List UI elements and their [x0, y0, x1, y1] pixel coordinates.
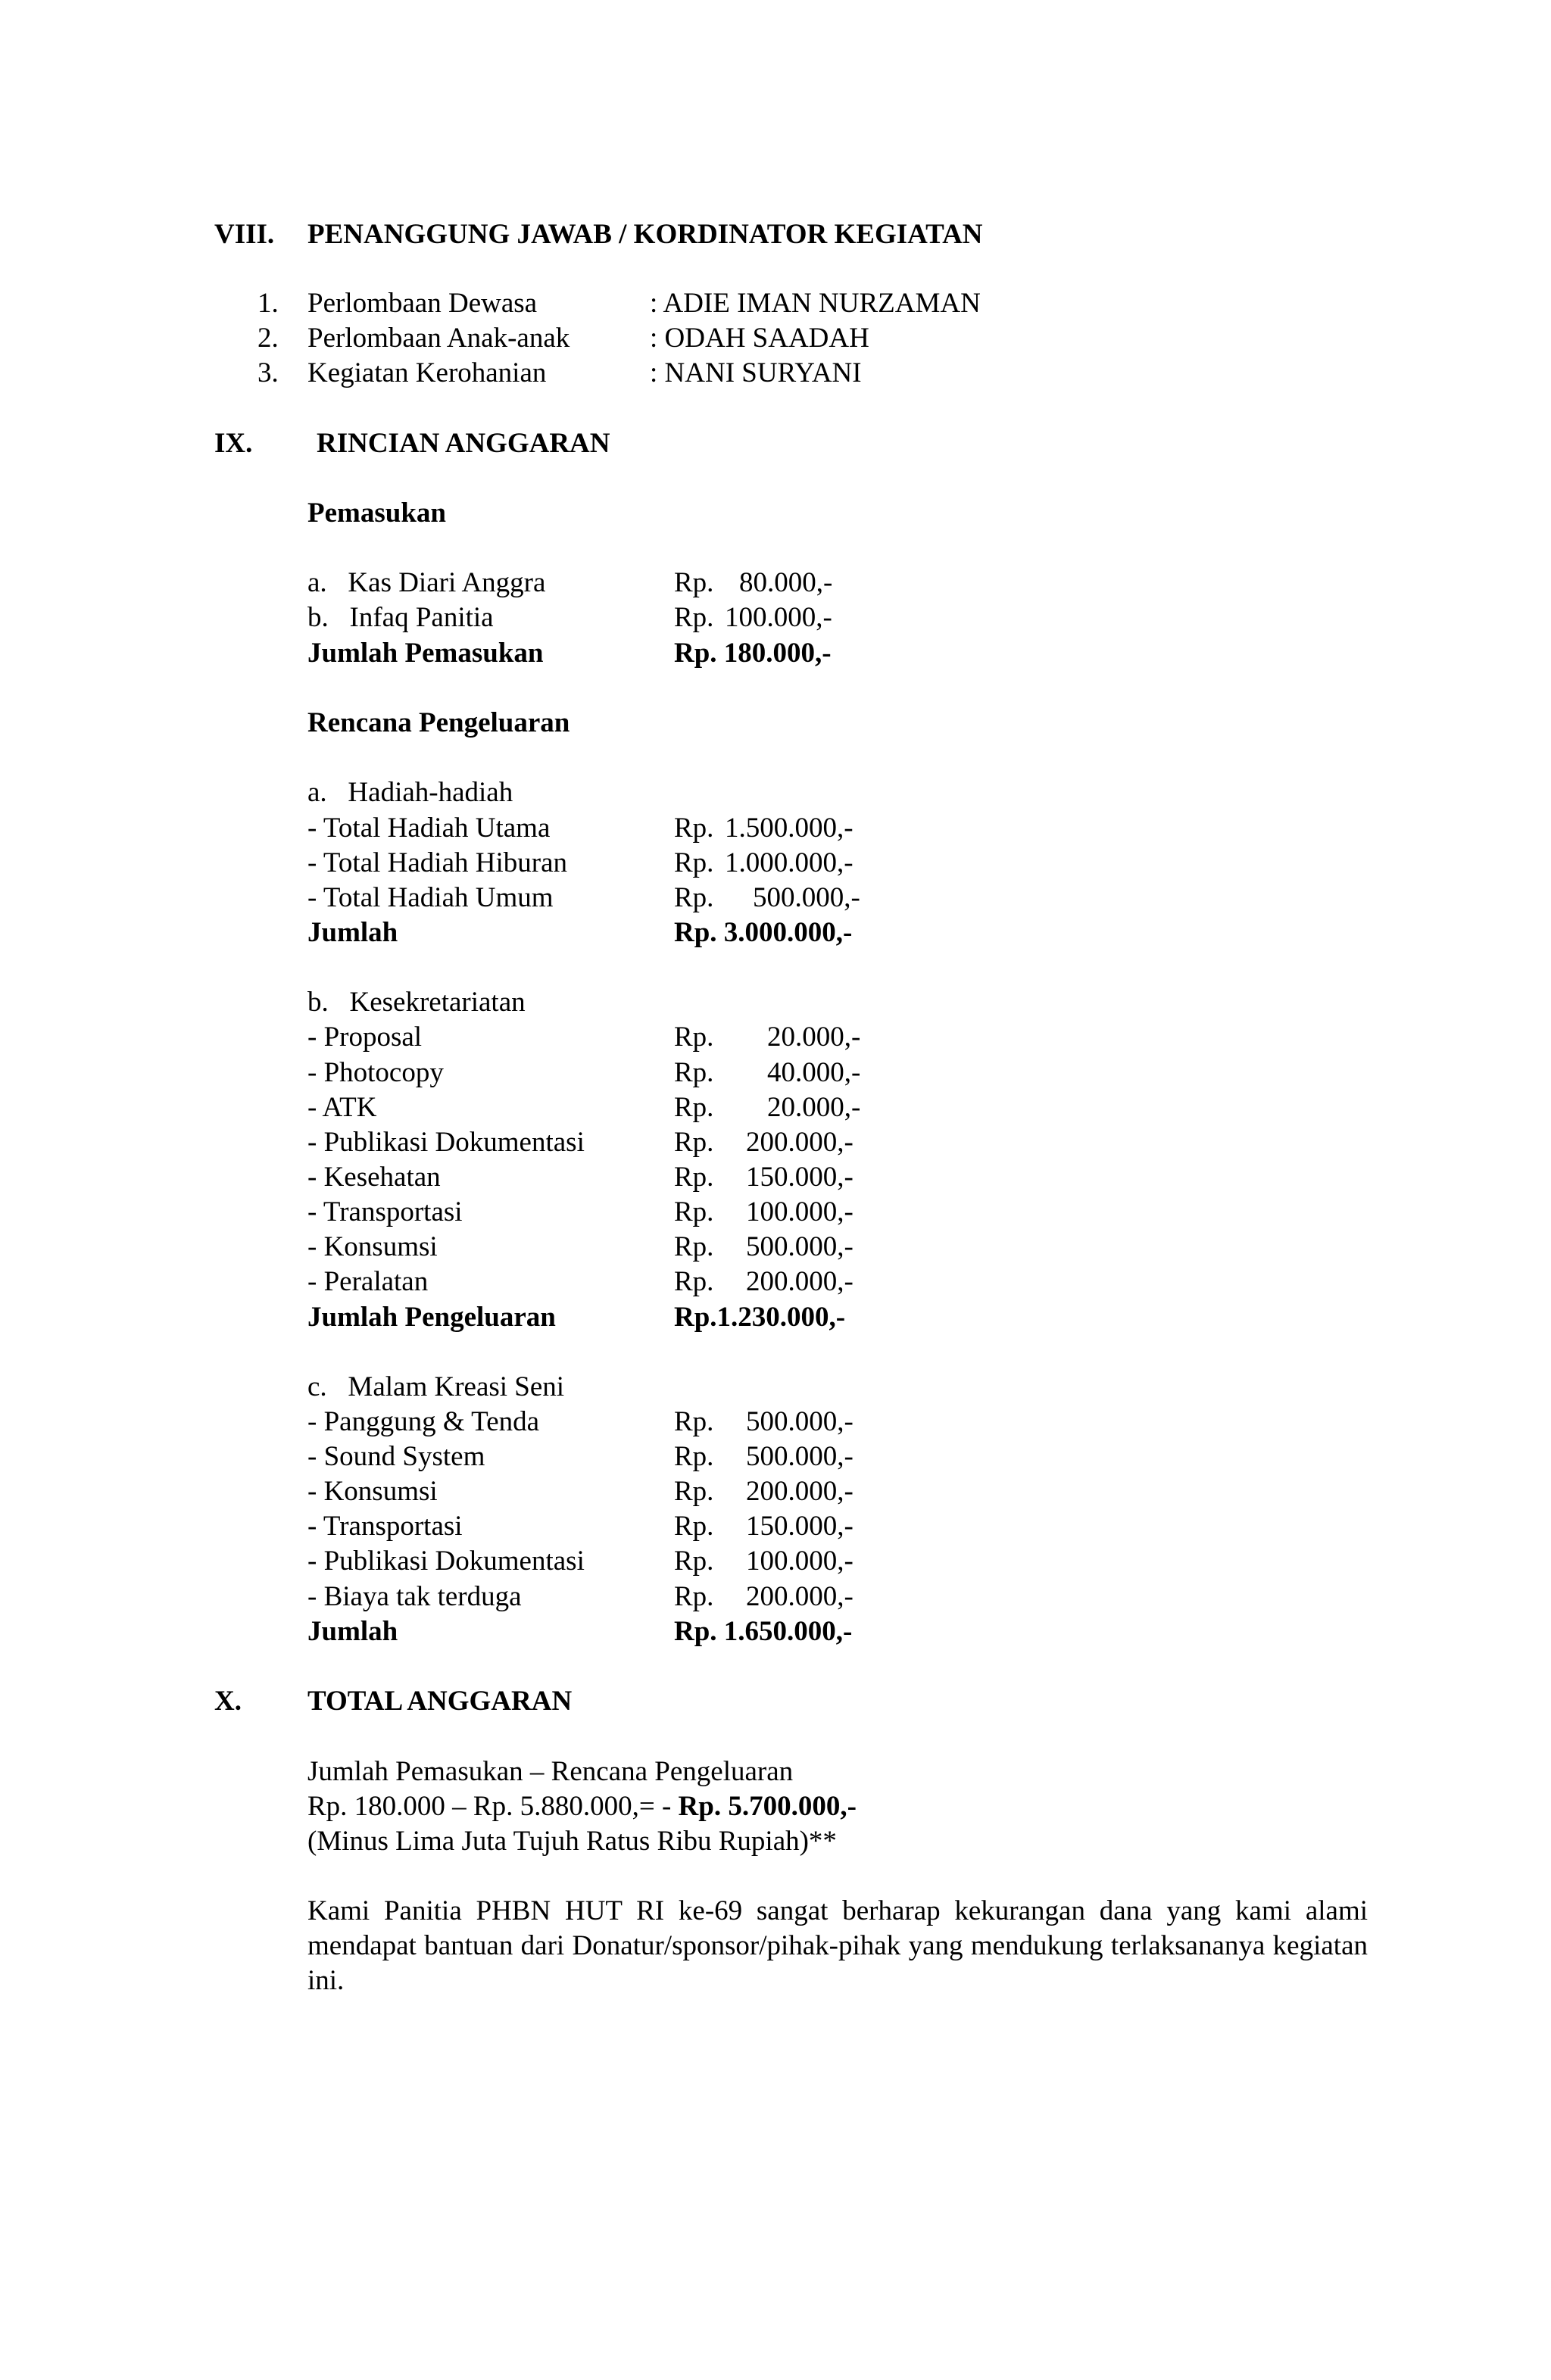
expense-label: - Publikasi Dokumentasi: [307, 1546, 585, 1577]
section-ix-number: IX.: [214, 428, 253, 459]
expense-label: - Sound System: [307, 1441, 485, 1472]
expense-label: - ATK: [307, 1092, 377, 1123]
expense-amount: 200.000,-: [746, 1266, 854, 1297]
expense-label: - Photocopy: [307, 1057, 444, 1088]
expense-currency: Rp.: [674, 1022, 714, 1053]
expense-group-title: a. Hadiah-hadiah: [307, 777, 513, 808]
expense-total-label: Jumlah: [307, 1616, 398, 1647]
expense-currency: Rp.: [674, 1196, 714, 1227]
income-amount: 80.000,-: [739, 567, 833, 598]
coordinator-label: Perlombaan Dewasa: [307, 288, 538, 319]
expense-amount: 150.000,-: [746, 1511, 854, 1542]
expense-currency: Rp.: [674, 1231, 714, 1262]
expense-total-label: Jumlah Pengeluaran: [307, 1302, 556, 1333]
pemasukan-heading: Pemasukan: [307, 498, 446, 529]
expense-currency: Rp.: [674, 1476, 714, 1507]
expense-label: - Peralatan: [307, 1266, 429, 1297]
income-total-value: Rp. 180.000,-: [674, 638, 832, 669]
expense-currency: Rp.: [674, 1092, 714, 1123]
expense-label: - Proposal: [307, 1022, 423, 1053]
expense-amount: 1.500.000,-: [725, 813, 854, 844]
income-currency: Rp.: [674, 602, 714, 633]
expense-currency: Rp.: [674, 1406, 714, 1437]
income-currency: Rp.: [674, 567, 714, 598]
coordinator-name: : NANI SURYANI: [650, 357, 862, 388]
section-ix-title: RINCIAN ANGGARAN: [317, 428, 610, 459]
coordinator-name: : ODAH SAADAH: [650, 323, 869, 354]
expense-total-value: Rp.1.230.000,-: [674, 1302, 846, 1333]
expense-amount: 500.000,-: [746, 1231, 854, 1262]
expense-currency: Rp.: [674, 1546, 714, 1577]
expense-currency: Rp.: [674, 1127, 714, 1158]
expense-label: - Total Hadiah Hiburan: [307, 847, 567, 878]
expense-currency: Rp.: [674, 1162, 714, 1193]
expense-label: - Konsumsi: [307, 1476, 438, 1507]
coordinator-number: 2.: [257, 323, 279, 354]
section-viii-title: PENANGGUNG JAWAB / KORDINATOR KEGIATAN: [307, 219, 983, 250]
expense-amount: 20.000,-: [767, 1022, 861, 1053]
total-formula: Jumlah Pemasukan – Rencana Pengeluaran: [307, 1756, 794, 1787]
income-amount: 100.000,-: [725, 602, 832, 633]
expense-label: - Panggung & Tenda: [307, 1406, 540, 1437]
coordinator-number: 1.: [257, 288, 279, 319]
expense-amount: 100.000,-: [746, 1546, 854, 1577]
income-label: b. Infaq Panitia: [307, 602, 494, 633]
section-x-title: TOTAL ANGGARAN: [307, 1686, 573, 1717]
coordinator-label: Perlombaan Anak-anak: [307, 323, 570, 354]
expense-label: - Transportasi: [307, 1196, 463, 1227]
coordinator-label: Kegiatan Kerohanian: [307, 357, 547, 388]
expense-amount: 500.000,-: [746, 1441, 854, 1472]
section-x-number: X.: [214, 1686, 242, 1717]
total-in-words: (Minus Lima Juta Tujuh Ratus Ribu Rupiah)**: [307, 1826, 837, 1857]
expense-currency: Rp.: [674, 1057, 714, 1088]
section-viii-number: VIII.: [214, 219, 275, 250]
total-calculation: [307, 1789, 857, 1824]
expense-label: - Publikasi Dokumentasi: [307, 1127, 585, 1158]
expense-currency: Rp.: [674, 1511, 714, 1542]
expense-amount: 150.000,-: [746, 1162, 854, 1193]
expense-amount: 200.000,-: [746, 1476, 854, 1507]
expense-label: - Transportasi: [307, 1511, 463, 1542]
expense-total-value: Rp. 1.650.000,-: [674, 1616, 853, 1647]
expense-amount: 200.000,-: [746, 1127, 854, 1158]
expense-amount: 100.000,-: [746, 1196, 854, 1227]
total-calculation-text: Rp. 180.000 – Rp. 5.880.000,= -: [307, 1791, 679, 1822]
expense-label: - Total Hadiah Umum: [307, 882, 554, 913]
total-result: Rp. 5.700.000,-: [678, 1791, 857, 1822]
expense-currency: Rp.: [674, 1441, 714, 1472]
expense-currency: Rp.: [674, 882, 714, 913]
expense-amount: 200.000,-: [746, 1581, 854, 1612]
expense-amount: 500.000,-: [746, 1406, 854, 1437]
coordinator-number: 3.: [257, 357, 279, 388]
expense-currency: Rp.: [674, 813, 714, 844]
income-total-label: Jumlah Pemasukan: [307, 638, 544, 669]
income-label: a. Kas Diari Anggra: [307, 567, 546, 598]
expense-label: - Total Hadiah Utama: [307, 813, 551, 844]
coordinator-name: : ADIE IMAN NURZAMAN: [650, 288, 981, 319]
expense-amount: 500.000,-: [753, 882, 860, 913]
expense-group-title: c. Malam Kreasi Seni: [307, 1371, 565, 1402]
expense-total-value: Rp. 3.000.000,-: [674, 917, 853, 948]
expense-total-label: Jumlah: [307, 917, 398, 948]
expense-currency: Rp.: [674, 1581, 714, 1612]
expense-currency: Rp.: [674, 1266, 714, 1297]
expense-group-title: b. Kesekretariatan: [307, 987, 526, 1018]
expense-currency: Rp.: [674, 847, 714, 878]
expense-amount: 40.000,-: [767, 1057, 861, 1088]
expense-label: - Konsumsi: [307, 1231, 438, 1262]
expense-amount: 1.000.000,-: [725, 847, 854, 878]
expense-amount: 20.000,-: [767, 1092, 861, 1123]
pengeluaran-heading: Rencana Pengeluaran: [307, 707, 570, 738]
expense-label: - Kesehatan: [307, 1162, 441, 1193]
expense-label: - Biaya tak terduga: [307, 1581, 522, 1612]
closing-paragraph: Kami Panitia PHBN HUT RI ke-69 sangat berharap kekurangan dana yang kami alami mendapat bantuan dari Donatur/sponsor/pihak-pihak yang mendukung terlaksananya kegiatan ini.: [307, 1895, 1368, 1996]
